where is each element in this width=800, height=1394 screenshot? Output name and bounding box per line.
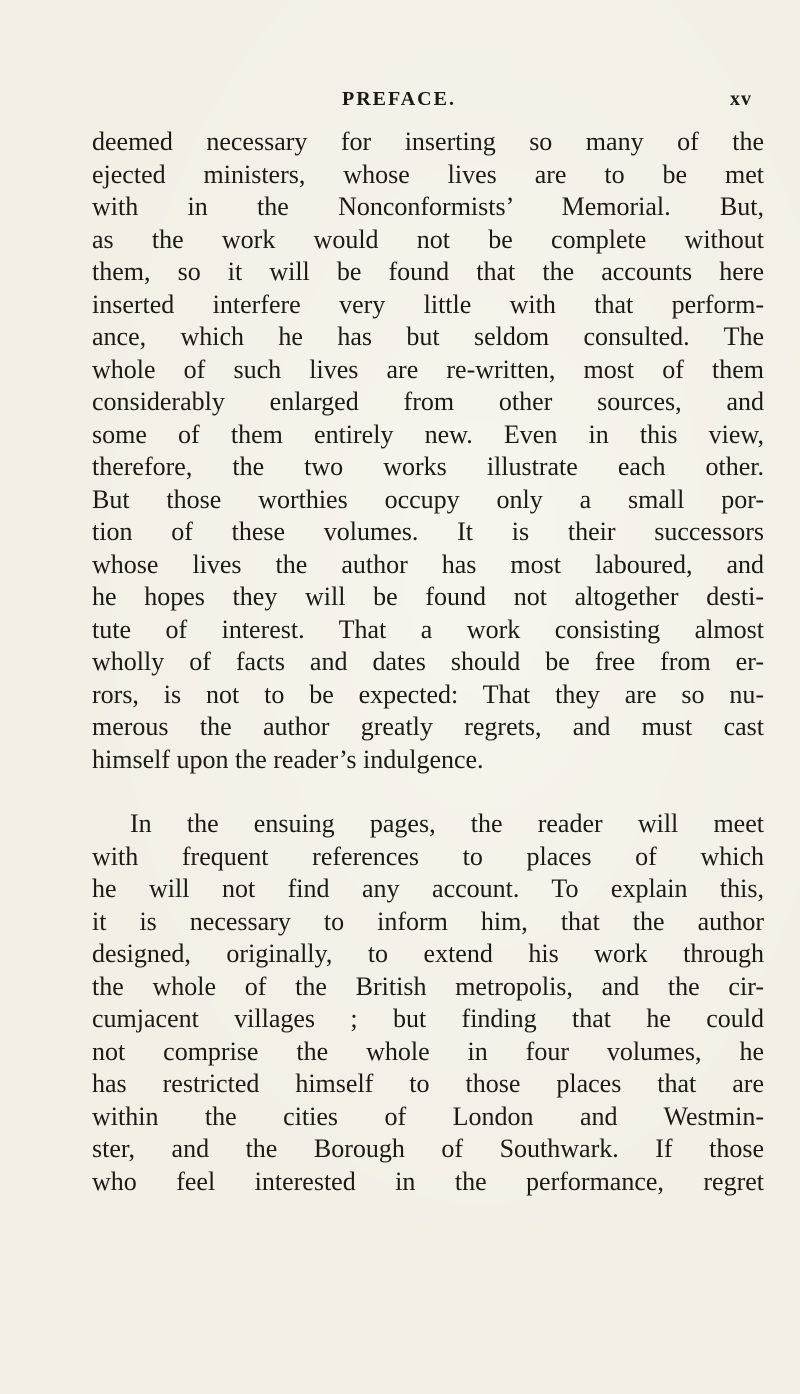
text-line: ance, which he has but seldom consulted. The (92, 322, 764, 351)
text-line: In the ensuing pages, the reader will meet (130, 809, 764, 838)
text-line: cumjacent villages ; but finding that he could (92, 1004, 764, 1033)
text-line: ster, and the Borough of Southwark. If those (92, 1134, 764, 1163)
text-line: with frequent references to places of which (92, 841, 764, 871)
text-line: not comprise the whole in four volumes, he (92, 1036, 764, 1066)
paragraph-1 (92, 126, 764, 776)
text-line: inserted interfere very little with that perform- (92, 289, 764, 319)
text-line: them, so it will be found that the accounts here (92, 257, 764, 286)
text-line: whole of such lives are re-written, most of them (92, 354, 764, 384)
text-line: within the cities of London and Westmin- (92, 1101, 764, 1131)
text-line: rors, is not to be expected: That they are so nu- (92, 679, 764, 709)
text-line: designed, originally, to extend his work through (92, 939, 764, 968)
body-text (92, 126, 764, 1198)
text-line: tion of these volumes. It is their successors (92, 517, 764, 546)
text-line: he hopes they will be found not altogether desti- (92, 582, 764, 611)
text-line: therefore, the two works illustrate each other. (92, 452, 764, 481)
page-number: xv (730, 88, 752, 110)
text-line: some of them entirely new. Even in this view, (92, 419, 764, 449)
running-title: PREFACE. (342, 88, 456, 110)
text-line: the whole of the British metropolis, and the cir- (92, 971, 764, 1001)
text-line: whose lives the author has most laboured, and (92, 549, 764, 579)
text-line: he will not find any account. To explain this, (92, 874, 764, 903)
text-line: who feel interested in the performance, regret (92, 1166, 764, 1196)
text-line: as the work would not be complete without (92, 224, 764, 254)
text-line: But those worthies occupy only a small por- (92, 484, 764, 514)
text-line: tute of interest. That a work consisting almost (92, 614, 764, 644)
text-line: merous the author greatly regrets, and must cast (92, 712, 764, 741)
text-line: it is necessary to inform him, that the author (92, 906, 764, 936)
text-line: ejected ministers, whose lives are to be met (92, 159, 764, 189)
text-line: wholly of facts and dates should be free from er- (92, 647, 764, 676)
text-line: with in the Nonconformists’ Memorial. But, (92, 192, 764, 221)
text-line: deemed necessary for inserting so many of the (92, 127, 764, 156)
paragraph-2 (92, 808, 764, 1198)
text-line: considerably enlarged from other sources, and (92, 387, 764, 416)
text-line: himself upon the reader’s indulgence. (92, 744, 484, 774)
page-header (92, 88, 752, 124)
paragraph-gap (92, 776, 764, 808)
text-line: has restricted himself to those places that are (92, 1069, 764, 1098)
